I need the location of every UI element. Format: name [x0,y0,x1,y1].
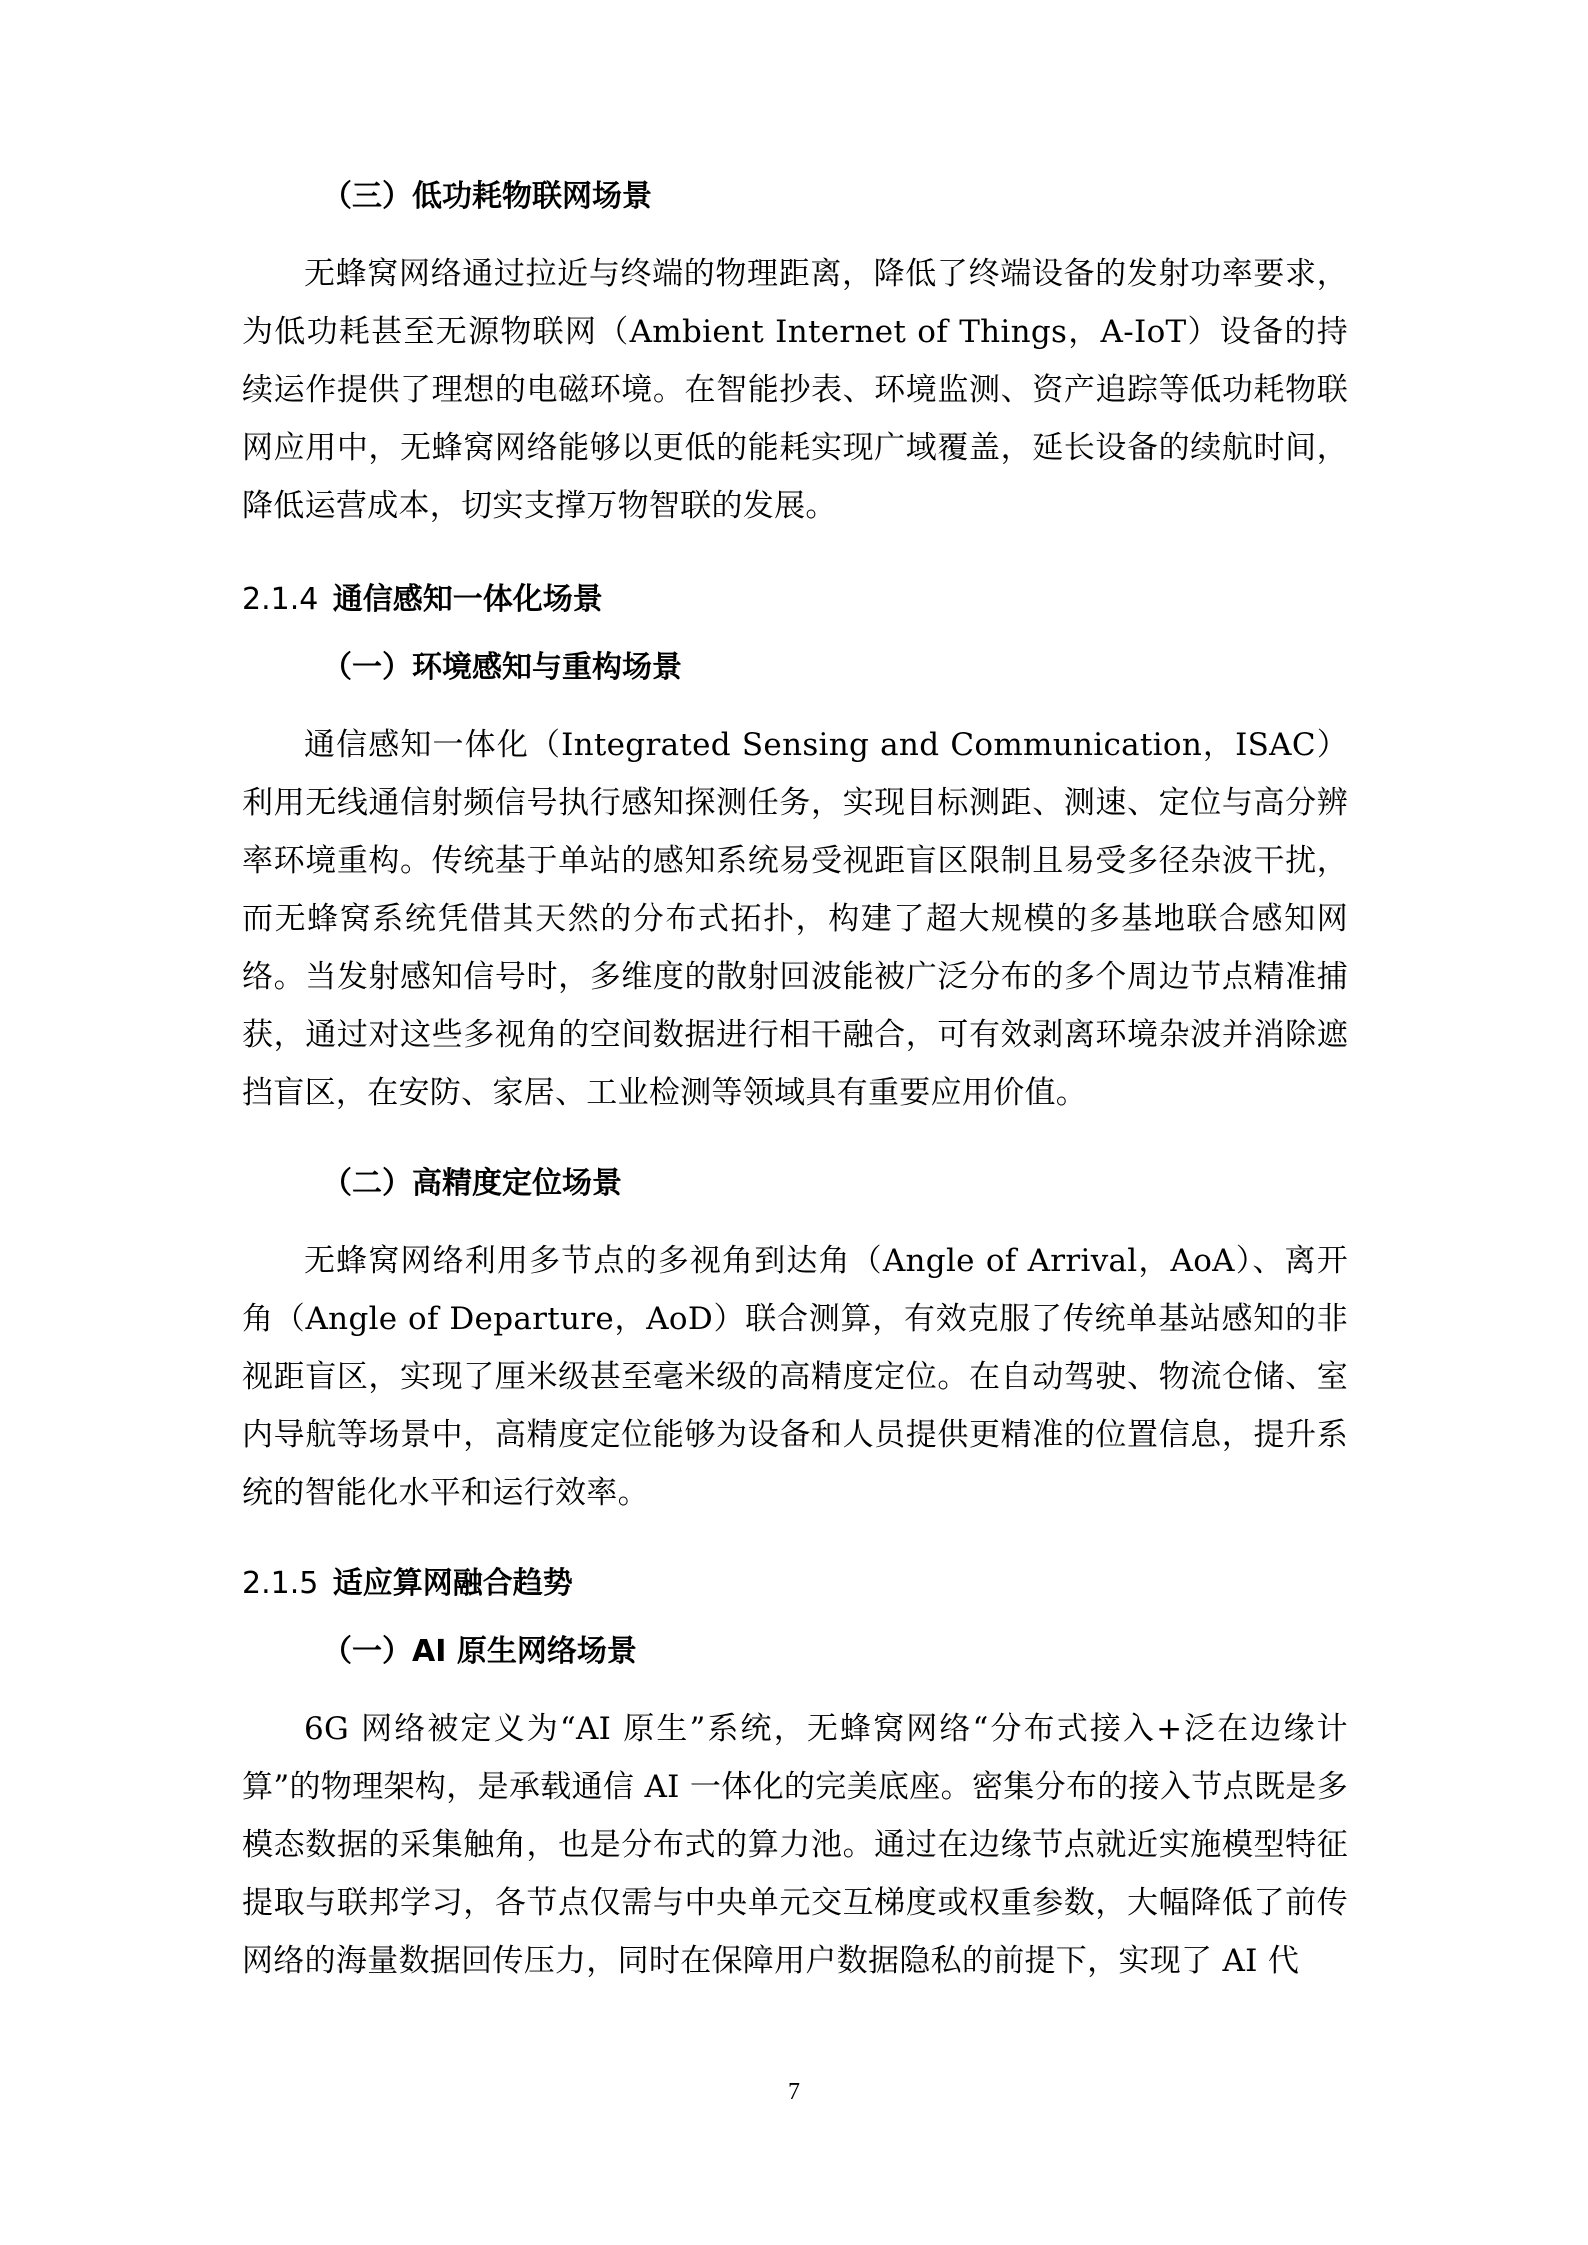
section-heading-2-1-5 [242,1564,573,1604]
subsection-heading-low-power-iot: （三）低功耗物联网场景 [322,179,652,214]
section-heading-2-1-4 [242,580,603,620]
section-number: 2.1.5 [242,1566,319,1601]
subsection-heading-high-precision-positioning: （二）高精度定位场景 [322,1166,622,1201]
paragraph-low-power-iot: 无蜂窝网络通过拉近与终端的物理距离，降低了终端设备的发射功率要求，为低功耗甚至无源物联网（Ambient Internet of Things，A-IoT）设备的持续运作提供了理想的电磁环境。在智能抄表、环境监测、资产追踪等低功耗物联网应用中，无蜂窝网络能够以更低的能耗实现广域覆盖，延长设备的续航时间，降低运营成本，切实支撑万物智联的发展。 [242,256,1348,524]
section-title: 通信感知一体化场景 [332,582,603,617]
paragraph-ai-native-network: 6G 网络被定义为“AI 原生”系统，无蜂窝网络“分布式接入+泛在边缘计算”的物理架构，是承载通信 AI 一体化的完美底座。密集分布的接入节点既是多模态数据的采集触角，也是分布式的算力池。通过在边缘节点就近实施模型特征提取与联邦学习，各节点仅需与中央单元交互梯度或权重参数，大幅降低了前传网络的海量数据回传压力，同时在保障用户数据隐私的前提下，实现了 AI 代 [242,1711,1348,1979]
page-number: 7 [788,2079,800,2105]
paragraph-environment-sensing: 通信感知一体化（Integrated Sensing and Communication，ISAC）利用无线通信射频信号执行感知探测任务，实现目标测距、测速、定位与高分辨率环境重构。传统基于单站的感知系统易受视距盲区限制且易受多径杂波干扰，而无蜂窝系统凭借其天然的分布式拓扑，构建了超大规模的多基地联合感知网络。当发射感知信号时，多维度的散射回波能被广泛分布的多个周边节点精准捕获，通过对这些多视角的空间数据进行相干融合，可有效剥离环境杂波并消除遮挡盲区，在安防、家居、工业检测等领域具有重要应用价值。 [242,727,1348,1111]
section-title: 适应算网融合趋势 [332,1566,573,1601]
section-number: 2.1.4 [242,582,319,617]
paragraph-high-precision-positioning: 无蜂窝网络利用多节点的多视角到达角（Angle of Arrival，AoA）、离开角（Angle of Departure，AoD）联合测算，有效克服了传统单基站感知的非视距盲区，实现了厘米级甚至毫米级的高精度定位。在自动驾驶、物流仓储、室内导航等场景中，高精度定位能够为设备和人员提供更精准的位置信息，提升系统的智能化水平和运行效率。 [242,1243,1348,1511]
subsection-heading-environment-sensing: （一）环境感知与重构场景 [322,650,682,685]
subsection-heading-ai-native-network: （一）AI 原生网络场景 [322,1634,637,1669]
